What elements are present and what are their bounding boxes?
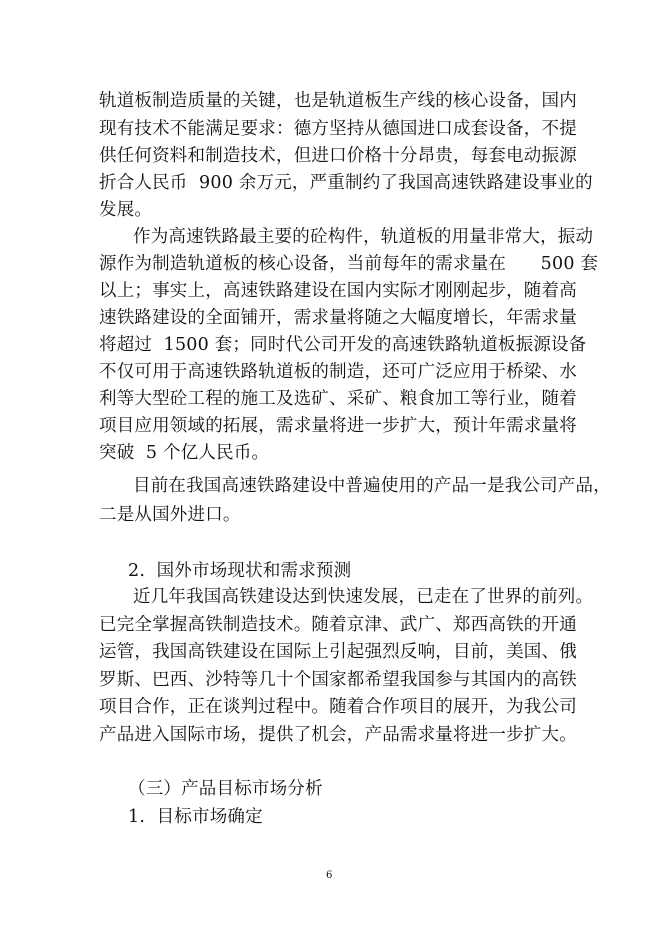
text-line: 项目合作，正在谈判过程中。随着合作项目的展开，为我公司: [99, 697, 577, 717]
text-line: 现有技术不能满足要求：德方坚持从德国进口成套设备，不提: [99, 119, 577, 139]
text-line: 轨道板制造质量的关键，也是轨道板生产线的核心设备，国内: [99, 91, 577, 111]
text-line: 运管，我国高铁建设在国际上引起强烈反响，目前，美国、俄: [99, 642, 577, 662]
text-line: 速铁路建设的全面铺开，需求量将随之大幅度增长，年需求量: [99, 308, 577, 328]
text-line: 利等大型砼工程的施工及选矿、采矿、粮食加工等行业，随着: [99, 389, 577, 409]
text-line: 将超过 1500 套；同时代公司开发的高速铁路轨道板振源设备: [99, 335, 587, 355]
text-line: 近几年我国高铁建设达到快速发展，已走在了世界的前列。: [133, 587, 594, 607]
section-heading: （三）产品目标市场分析: [128, 779, 323, 799]
text-line: 以上；事实上，高速铁路建设在国内实际才刚刚起步，随着高: [99, 281, 577, 301]
text-line: 项目应用领域的拓展，需求量将进一步扩大，预计年需求量将: [99, 416, 577, 436]
text-line: 目前在我国高速铁路建设中普遍使用的产品一是我公司产品，: [133, 476, 611, 496]
text-line: 已完全掌握高铁制造技术。随着京津、武广、郑西高铁的开通: [99, 615, 577, 635]
text-line: 罗斯、巴西、沙特等几十个国家都希望我国参与其国内的高铁: [99, 670, 577, 690]
section-heading: 1. 目标市场确定: [128, 807, 263, 827]
text-line: 发展。: [99, 200, 153, 220]
text-line: 突破 5 个亿人民币。: [99, 443, 270, 463]
text-line: 源作为制造轨道板的核心设备，当前每年的需求量在 500 套: [99, 254, 599, 274]
text-line: 作为高速铁路最主要的砼构件，轨道板的用量非常大，振动: [133, 227, 594, 247]
page-number: 6: [326, 870, 333, 881]
section-heading: 2. 国外市场现状和需求预测: [128, 561, 352, 581]
text-line: 二是从国外进口。: [99, 505, 241, 525]
text-line: 产品进入国际市场，提供了机会，产品需求量将进一步扩大。: [99, 725, 577, 745]
text-line: 不仅可用于高速铁路轨道板的制造，还可广泛应用于桥梁、水: [99, 362, 577, 382]
text-line: 供任何资料和制造技术，但进口价格十分昂贵，每套电动振源: [99, 146, 577, 166]
text-line: 折合人民币 900 余万元，严重制约了我国高速铁路建设事业的: [99, 173, 593, 193]
